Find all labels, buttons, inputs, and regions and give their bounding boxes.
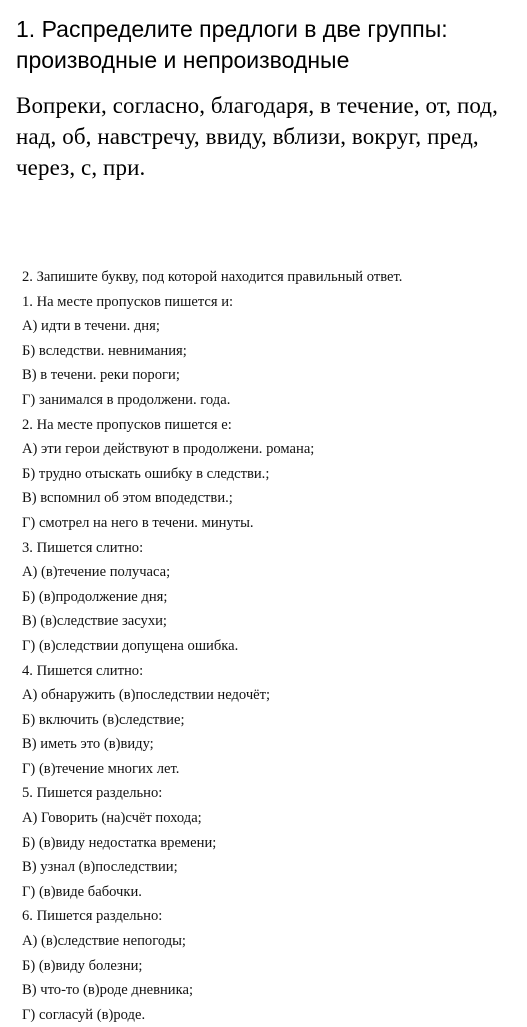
- question-6-title: 6. Пишется раздельно:: [22, 908, 163, 925]
- answer-option: Г) (в)виде бабочки.: [22, 883, 142, 900]
- answer-option: Б) трудно отыскать ошибку в следстви.;: [22, 465, 270, 482]
- answer-option: В) в течени. реки пороги;: [22, 367, 180, 384]
- answer-option: Г) согласуй (в)роде.: [22, 1006, 146, 1023]
- question-5-title: 5. Пишется раздельно:: [22, 785, 163, 802]
- answer-option: Г) занимался в продолжени. года.: [22, 391, 231, 408]
- question-3-title: 3. Пишется слитно:: [22, 539, 144, 556]
- answer-option: А) обнаружить (в)последствии недочёт;: [22, 687, 271, 704]
- answer-option: Г) смотрел на него в течени. минуты.: [22, 514, 254, 531]
- answer-option: В) вспомнил об этом вподедстви.;: [22, 490, 233, 507]
- answer-option: Б) (в)виду недостатка времени;: [22, 834, 217, 851]
- answer-option: В) (в)следствие засухи;: [22, 613, 167, 630]
- answer-option: Г) (в)течение многих лет.: [22, 760, 180, 777]
- task1-block: [0, 0, 527, 183]
- answer-option: Б) (в)виду болезни;: [22, 957, 143, 974]
- question-4-title: 4. Пишется слитно:: [22, 662, 144, 679]
- answer-option: Б) (в)продолжение дня;: [22, 588, 168, 605]
- answer-option: А) (в)течение получаса;: [22, 564, 171, 581]
- task1-prepositions: Вопреки, согласно, благодаря, в течение, от, под, над, об, навстречу, ввиду, вблизи, вокруг, пред, через, с, при.: [16, 93, 498, 180]
- answer-option: А) эти герои действуют в продолжени. романа;: [22, 441, 315, 458]
- answer-option: В) узнал (в)последствии;: [22, 859, 178, 876]
- question-1-title: 1. На месте пропусков пишется и:: [22, 293, 234, 310]
- answer-option: Б) включить (в)следствие;: [22, 711, 185, 728]
- answer-option: А) Говорить (на)счёт похода;: [22, 810, 202, 827]
- answer-option: А) идти в течени. дня;: [22, 318, 160, 335]
- answer-option: В) иметь это (в)виду;: [22, 736, 154, 753]
- answer-option: В) что-то (в)роде дневника;: [22, 982, 194, 999]
- task2-instruction: 2. Запишите букву, под которой находится правильный ответ.: [22, 269, 403, 285]
- question-2-title: 2. На месте пропусков пишется е:: [22, 416, 232, 433]
- answer-option: А) (в)следствие непогоды;: [22, 933, 186, 950]
- answer-option: Г) (в)следствии допущена ошибка.: [22, 637, 239, 654]
- task2-block: [22, 265, 519, 1027]
- answer-option: Б) вследстви. невнимания;: [22, 342, 187, 359]
- task1-title: 1. Распределите предлоги в две группы: производные и непроизводные: [16, 16, 448, 73]
